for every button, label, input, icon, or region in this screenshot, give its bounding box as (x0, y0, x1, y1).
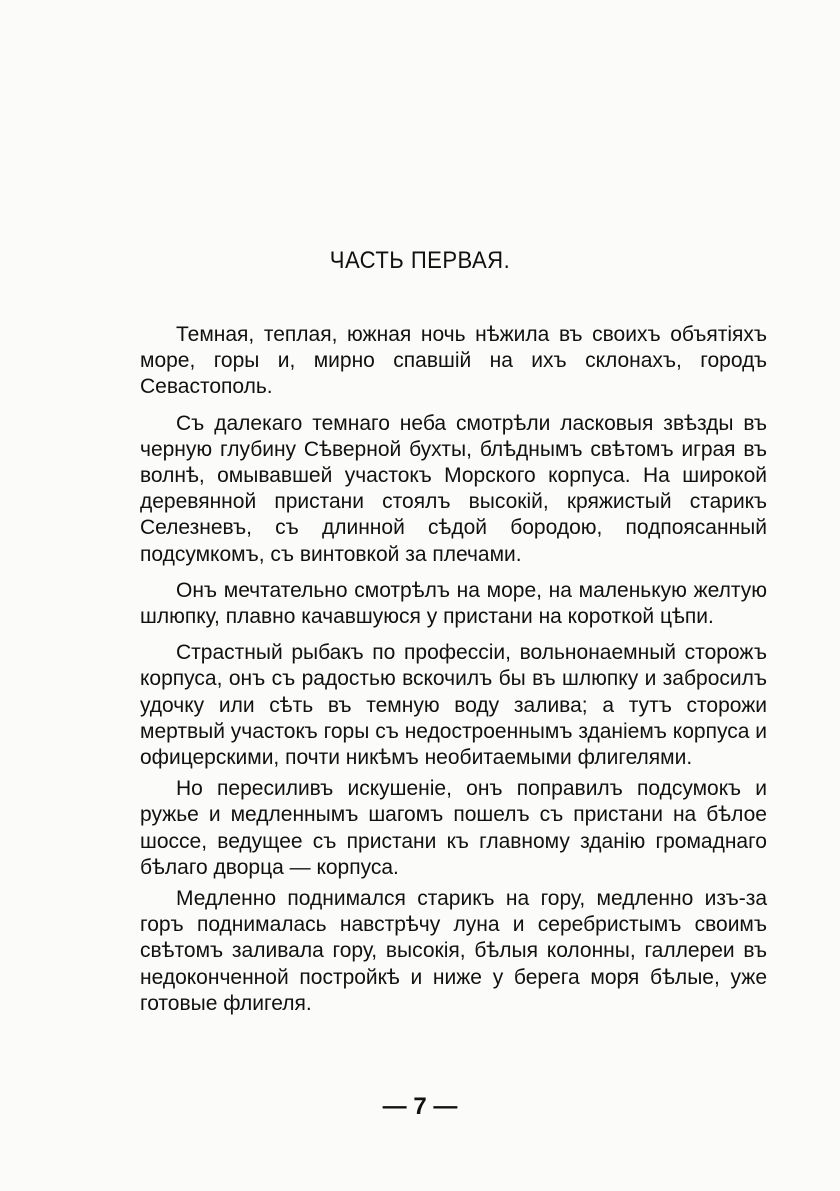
paragraph-5: Но пересиливъ искушенiе, онъ поправилъ подсумокъ и ружье и медленнымъ шагомъ пошелъ съ пристани на бѣлое шоссе, ведущее съ пристани къ главному зданiю громаднаго бѣлаго дворца — корпуса. (140, 777, 767, 879)
paragraph-2: Съ далекаго темнаго неба смотрѣли ласковыя звѣзды въ черную глубину Сѣверной бухты, блѣднымъ свѣтомъ играя въ волнѣ, омывавшей участокъ Морского корпуса. На широкой деревянной пристани стоялъ высокiй, кряжистый старикъ Селезневъ, съ длинной сѣдой бородою, подпоясанный подсумкомъ, съ винтовкой за плечами. (140, 411, 767, 566)
paragraph-3: Онъ мечтательно смотрѣлъ на море, на маленькую желтую шлюпку, плавно качавшуюся у пристани на короткой цѣпи. (140, 578, 767, 629)
page-number: — 7 — (382, 1093, 458, 1120)
paragraph-6: Медленно поднимался старикъ на гору, медленно изъ-за горъ поднималась навстрѣчу луна и серебристымъ своимъ свѣтомъ заливала гору, высокiя, бѣлыя колонны, галлереи въ недоконченной постройкѣ и ниже у берега моря бѣлые, уже готовые флигеля. (140, 887, 767, 1015)
body-text (140, 322, 767, 1027)
chapter-heading: ЧАСТЬ ПЕРВАЯ. (329, 247, 511, 274)
paragraph-1: Темная, теплая, южная ночь нѣжила въ своихъ объятiяхъ море, горы и, мирно спавшiй на ихъ склонахъ, городъ Севастополь. (140, 323, 767, 399)
paragraph-4: Страстный рыбакъ по профессiи, вольнонаемный сторожъ корпуса, онъ съ радостью вскочилъ бы въ шлюпку и забросилъ удочку или сѣть въ темную воду залива; а тутъ сторожи мертвый участокъ горы съ недостроеннымъ зданiемъ корпуса и офицерскими, почти никѣмъ необитаемыми флигелями. (140, 641, 767, 770)
